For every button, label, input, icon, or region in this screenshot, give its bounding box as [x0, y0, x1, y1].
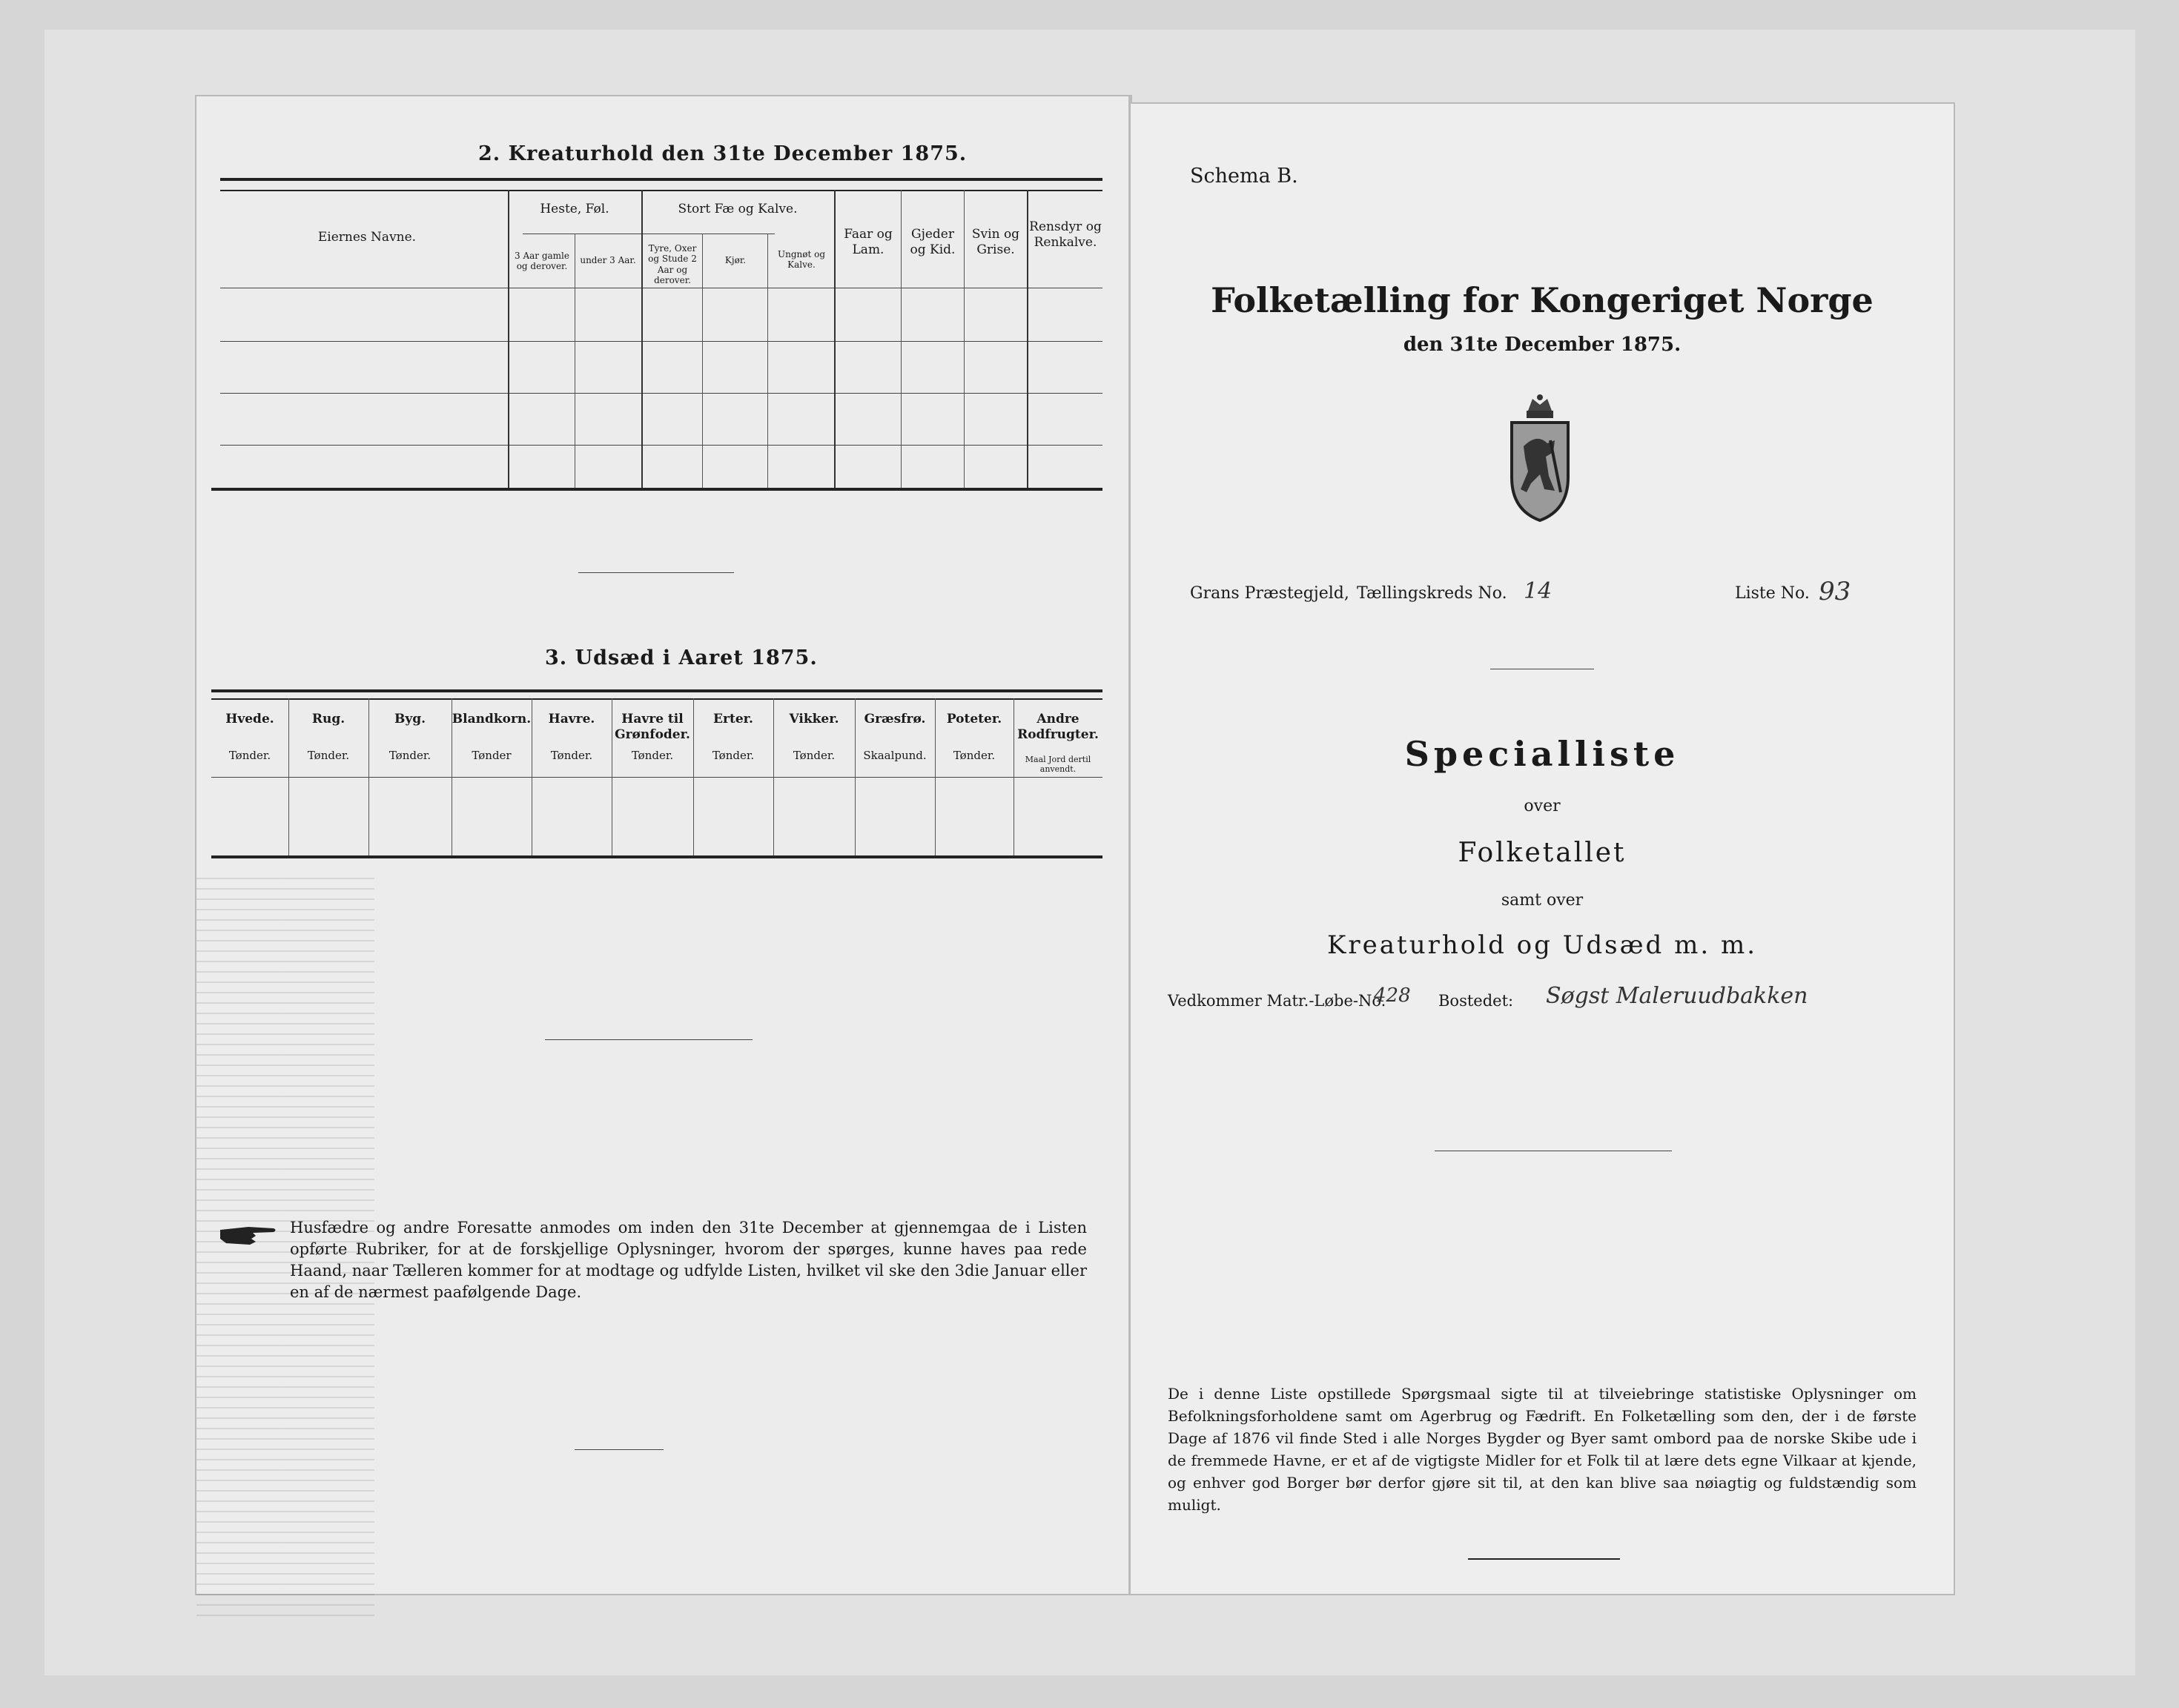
seed-col-header: Græsfrø. — [864, 712, 926, 726]
table-rule — [211, 777, 1102, 778]
table-rule — [220, 178, 1102, 181]
district-label: Tællingskreds No. — [1357, 584, 1507, 603]
table-col-line — [641, 190, 643, 488]
bosted-value: Søgst Maleruudbakken — [1546, 983, 1808, 1009]
notice-paragraph: Husfædre og andre Foresatte anmodes om inden den 31te December at gjennemgaa de i Listen opførte Rubriker, for at de forskjellige Oplysninger, hvorom der spørges, kunne haves paa rede Haand, naar Tælleren kommer for at modtage og udfylde Listen, hvilket vil ske den 3die Januar eller en af de nærmest paafølgende Dage. — [290, 1219, 1087, 1301]
table-col-line — [964, 190, 965, 488]
col-subheader-horses-young: under 3 Aar. — [580, 255, 636, 265]
section3-title: 3. Udsæd i Aaret 1875. — [545, 646, 818, 669]
table-rule — [220, 341, 1102, 342]
seed-col-unit: Tønder. — [793, 749, 836, 762]
right-page — [1131, 104, 1954, 1594]
table-rule — [211, 855, 1102, 858]
col-header-reindeer: Rensdyr og Renkalve. — [1029, 219, 1102, 251]
divider — [545, 1039, 753, 1040]
col-subheader-bulls: Tyre, Oxer og Stude 2 Aar og derover. — [648, 243, 697, 286]
folketallet-label: Folketallet — [1458, 838, 1627, 868]
list-label: Liste No. — [1735, 584, 1810, 603]
norway-coat-of-arms-icon — [1501, 394, 1579, 528]
table-rule — [211, 689, 1102, 692]
seed-col-header: Byg. — [394, 712, 426, 726]
kreaturhold-label: Kreaturhold og Udsæd m. m. — [1326, 930, 1757, 960]
divider — [1468, 1558, 1620, 1560]
table-col-line — [508, 190, 509, 488]
col-subheader-cows: Kjør. — [724, 255, 747, 265]
col-header-sheep: Faar og Lam. — [844, 227, 893, 258]
pointing-hand-icon — [219, 1219, 278, 1249]
seed-col-header: Andre Rodfrugter. — [1017, 712, 1099, 743]
seed-col-header: Poteter. — [946, 712, 1002, 726]
seed-col-unit: Tønder. — [953, 749, 996, 762]
seed-col-unit: Tønder — [472, 749, 512, 762]
samt-over-label: samt over — [1501, 891, 1584, 910]
bosted-label: Bostedet: — [1438, 992, 1514, 1010]
table-rule — [220, 190, 1102, 191]
seed-col-unit: Tønder. — [712, 749, 755, 762]
table-rule — [220, 445, 1102, 446]
seed-col-unit: Skaalpund. — [863, 749, 927, 762]
seed-col-header: Havre. — [548, 712, 595, 726]
divider — [575, 1449, 664, 1450]
main-title: Folketælling for Kongeriget Norge — [1211, 280, 1874, 320]
schema-label: Schema B. — [1190, 165, 1298, 188]
matr-number: 428 — [1374, 984, 1411, 1007]
table-col-line — [901, 190, 902, 488]
table-col-line — [834, 190, 836, 488]
seed-col-header: Vikker. — [789, 712, 839, 726]
table-rule — [220, 393, 1102, 394]
seed-col-unit: Tønder. — [550, 749, 593, 762]
table-rule — [211, 488, 1102, 491]
seed-col-unit: Maal Jord dertil anvendt. — [1025, 755, 1091, 775]
divider — [578, 572, 734, 573]
seed-col-header: Hvede. — [225, 712, 274, 726]
table-col-line — [767, 234, 768, 488]
seed-col-header: Erter. — [713, 712, 753, 726]
table-rule — [211, 698, 1102, 700]
col-header-pigs: Svin og Grise. — [971, 227, 1020, 258]
matr-label: Vedkommer Matr.-Løbe-No. — [1168, 992, 1386, 1010]
seed-col-header: Rug. — [311, 712, 345, 726]
list-number: 93 — [1819, 577, 1851, 606]
col-subheader-horses-old: 3 Aar gamle og derover. — [515, 251, 569, 272]
seed-col-unit: Tønder. — [631, 749, 674, 762]
seed-col-unit: Tønder. — [388, 749, 431, 762]
census-date: den 31te December 1875. — [1403, 334, 1682, 356]
district-number: 14 — [1524, 578, 1553, 604]
footer-paragraph: De i denne Liste opstillede Spørgsmaal sigte til at tilveiebringe statistiske Oplysninger om Befolkningsforholdene samt om Agerbrug og Fædrift. En Folketælling som den, der i de første Dage af 1876 vil finde Sted i alle Norges Bygder og Byer samt ombord paa de norske Skibe ude i de fremmede Havne, er et af de vigtigste Midler for et Folk til at lære dets egne Vilkaar at kjende, og enhver god Borger bør derfor gjøre sit til, at den kan blive saa nøiagtig og fuldstændig som muligt. — [1168, 1385, 1917, 1514]
section2-title: 2. Kreaturhold den 31te December 1875. — [478, 142, 968, 165]
col-header-cattle: Stort Fæ og Kalve. — [678, 202, 798, 216]
col-header-owner: Eiernes Navne. — [317, 230, 417, 245]
left-page — [196, 96, 1131, 1594]
seed-col-unit: Tønder. — [307, 749, 350, 762]
seed-col-header: Havre til Grønfoder. — [615, 712, 690, 743]
col-header-horses: Heste, Føl. — [540, 202, 609, 216]
table-col-line — [702, 234, 703, 488]
over-label: over — [1524, 797, 1561, 815]
seed-col-unit: Tønder. — [228, 749, 271, 762]
col-header-goats: Gjeder og Kid. — [910, 227, 956, 258]
col-subheader-young-cattle: Ungnøt og Kalve. — [777, 249, 826, 271]
specialliste-title: Specialliste — [1404, 734, 1680, 774]
seed-col-header: Blandkorn. — [452, 712, 532, 726]
parish-label: Grans Præstegjeld, — [1190, 584, 1349, 603]
